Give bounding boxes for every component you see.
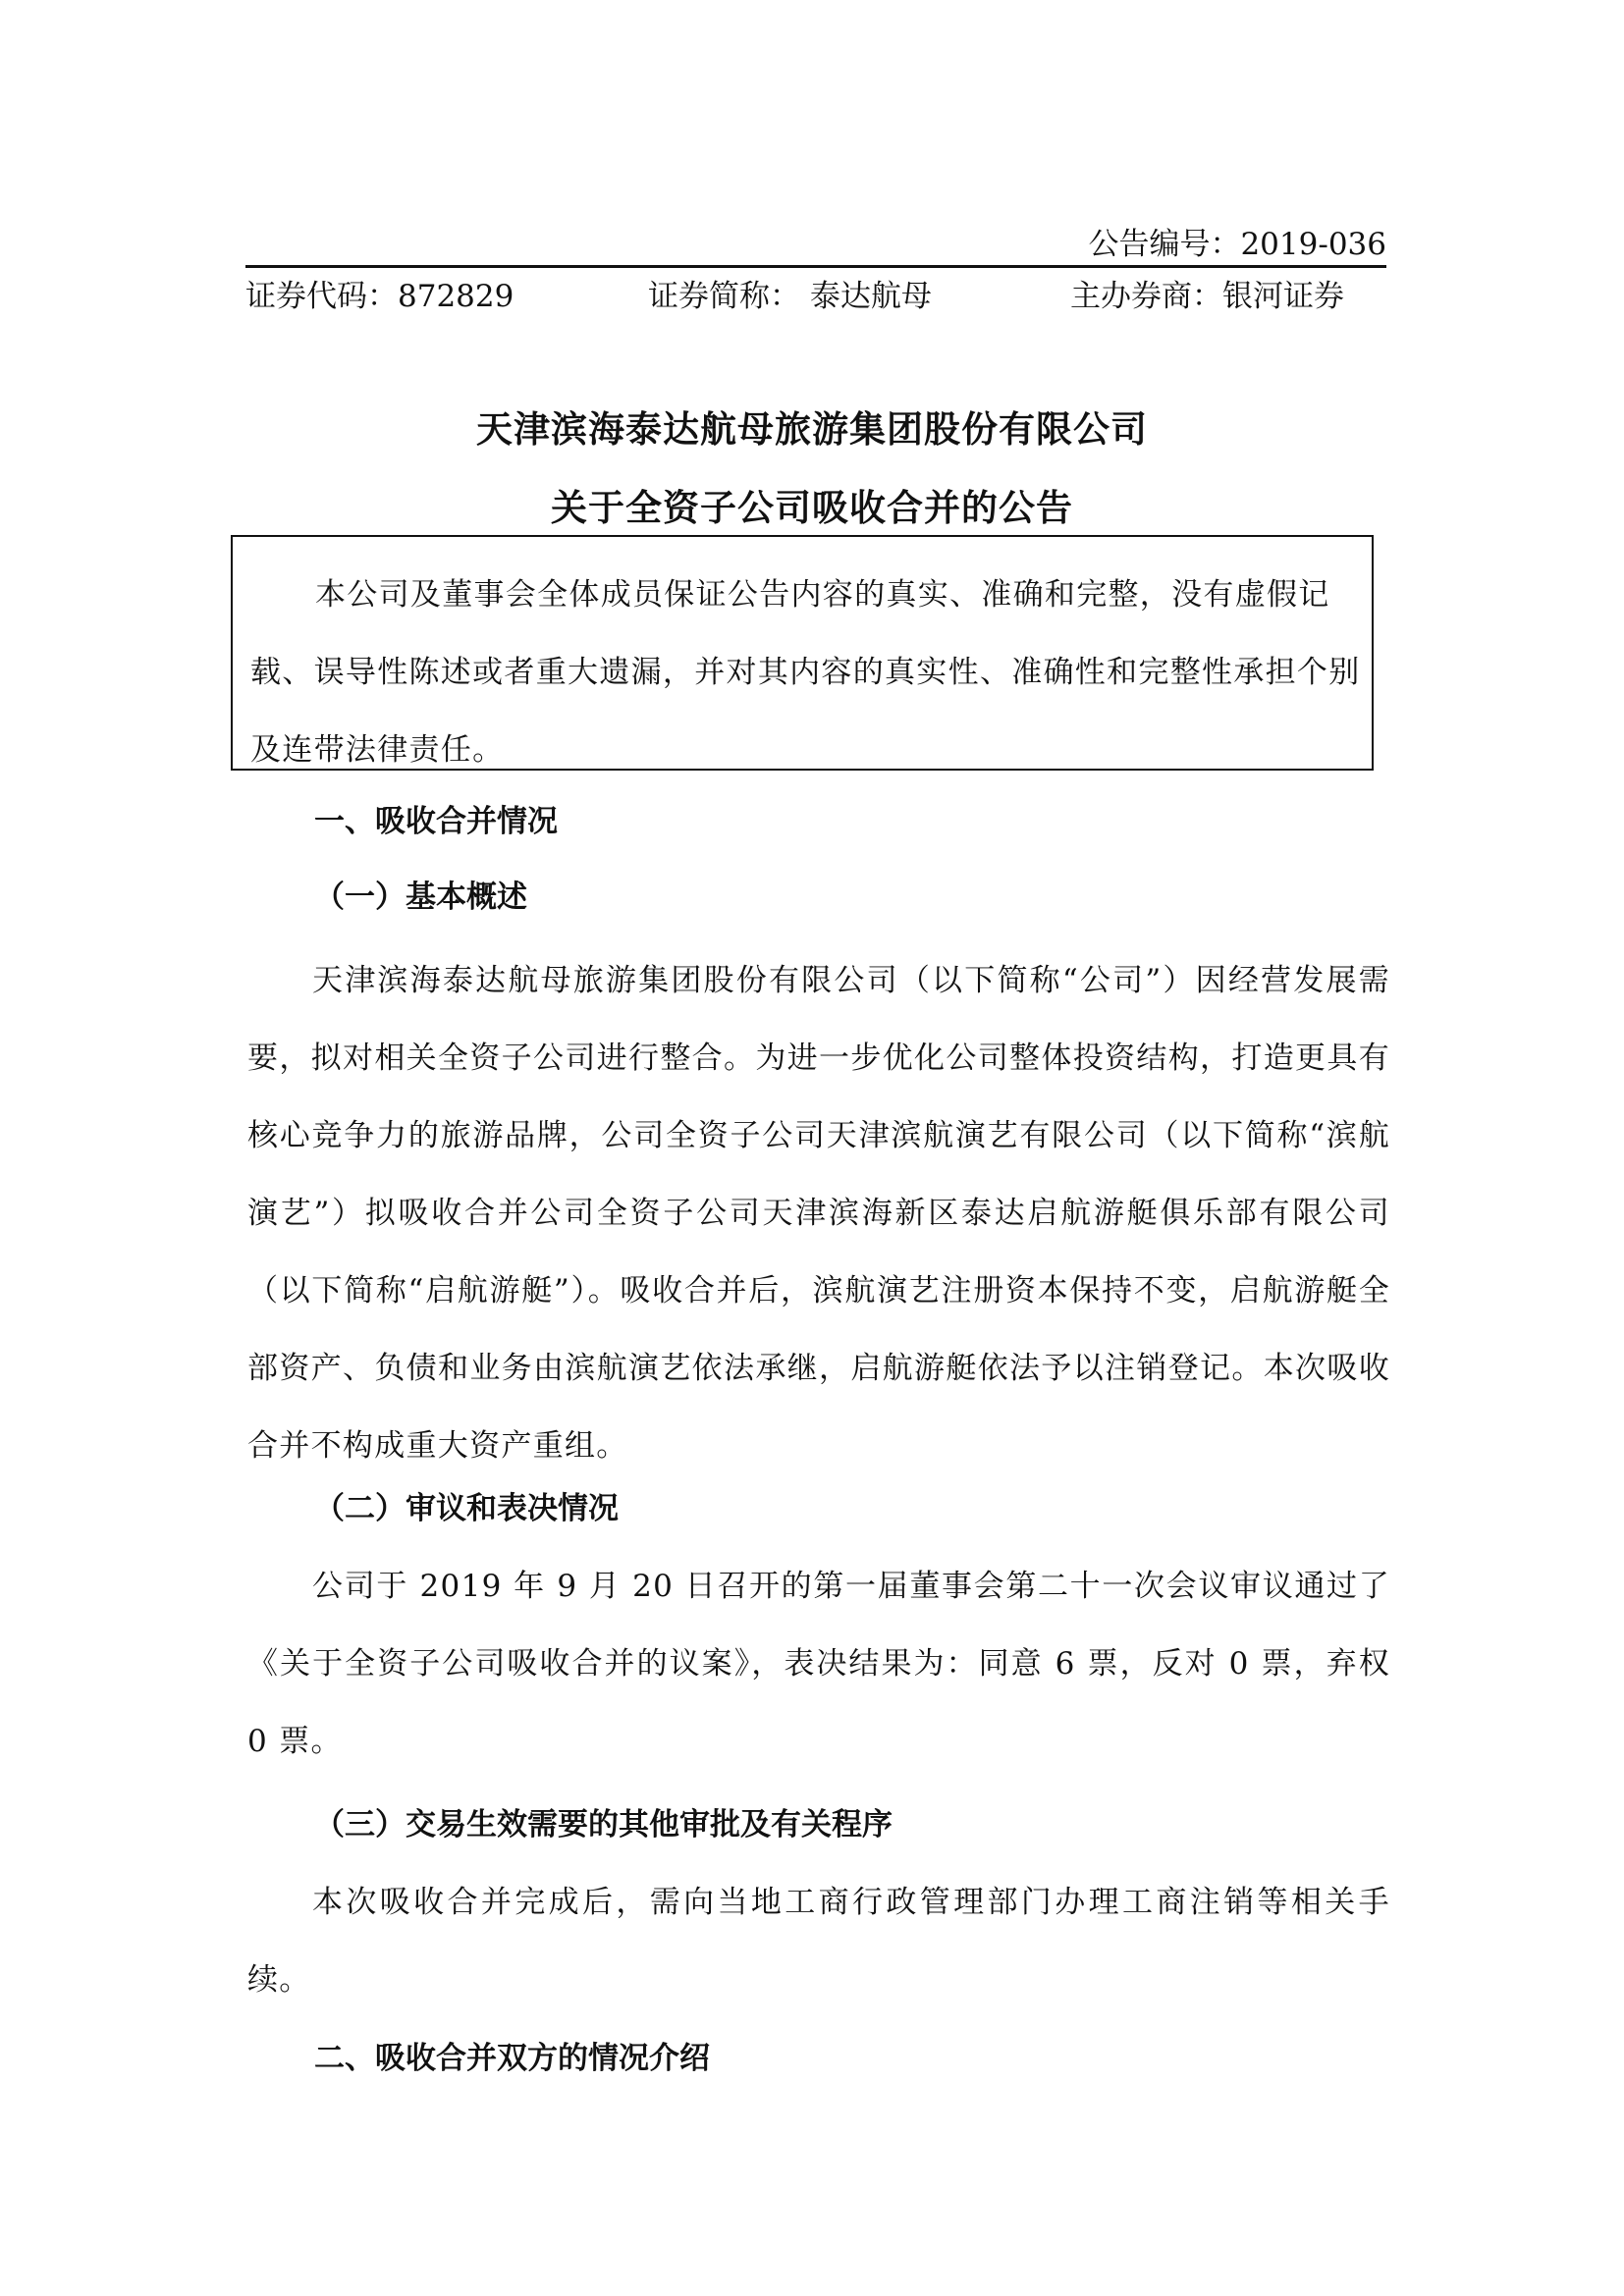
subsection-3-heading: （三）交易生效需要的其他审批及有关程序 (314, 1807, 893, 1842)
subsection-1-body: 天津滨海泰达航母旅游集团股份有限公司（以下简称“公司”）因经营发展需要，拟对相关全资子公司进行整合。为进一步优化公司整体投资结构，打造更具有核心竞争力的旅游品牌，公司全资子公司天津滨航演艺有限公司（以下简称“滨航演艺”）拟吸收合并公司全资子公司天津滨海新区泰达启航游艇俱乐部有限公司（以下简称“启航游艇”）。吸收合并后，滨航演艺注册资本保持不变，启航游艇全部资产、负债和业务由滨航演艺依法承继，启航游艇依法予以注销登记。本次吸收合并不构成重大资产重组。 (247, 963, 1390, 1464)
subsection-2-body: 公司于 2019 年 9 月 20 日召开的第一届董事会第二十一次会议审议通过了《关于全资子公司吸收合并的议案》，表决结果为：同意 6 票，反对 0 票，弃权 0 票。 (247, 1569, 1390, 1759)
section-1-heading: 一、吸收合并情况 (314, 804, 558, 839)
subsection-2-heading: （二）审议和表决情况 (314, 1491, 619, 1526)
security-short-name: 证券简称： 泰达航母 (648, 279, 932, 314)
board-statement-box (231, 535, 1374, 771)
security-info-row (245, 275, 1386, 318)
security-code: 证券代码：872829 (245, 279, 514, 314)
company-name-title: 天津滨海泰达航母旅游集团股份有限公司 (476, 408, 1148, 451)
announcement-number: 公告编号：2019-036 (1088, 227, 1386, 262)
subsection-3-body: 本次吸收合并完成后，需向当地工商行政管理部门办理工商注销等相关手续。 (247, 1885, 1390, 1998)
subsection-1-heading: （一）基本概述 (314, 880, 527, 915)
board-statement-text: 本公司及董事会全体成员保证公告内容的真实、准确和完整，没有虚假记载、误导性陈述或者重大遗漏，并对其内容的真实性、准确性和完整性承担个别及连带法律责任。 (250, 577, 1361, 768)
lead-broker: 主办券商：银河证券 (1070, 279, 1344, 314)
header-rule (245, 265, 1386, 268)
section-2-heading: 二、吸收合并双方的情况介绍 (314, 2041, 710, 2076)
announcement-title: 关于全资子公司吸收合并的公告 (551, 487, 1073, 529)
